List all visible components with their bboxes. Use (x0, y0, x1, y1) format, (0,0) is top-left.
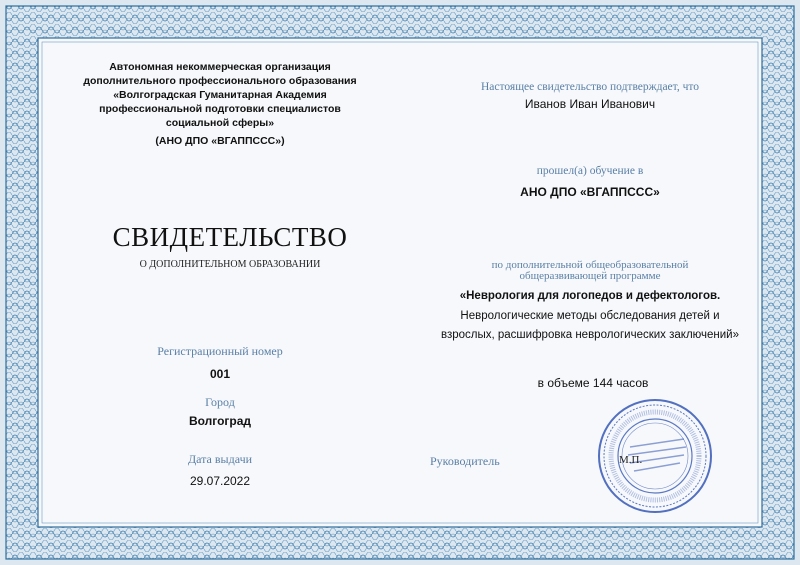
organization-line: Автономная некоммерческая организация (109, 61, 331, 73)
document-subtitle: О ДОПОЛНИТЕЛЬНОМ ОБРАЗОВАНИИ (139, 259, 321, 270)
certifies-intro: Настоящее свидетельство подтверждает, что (480, 81, 699, 93)
institution-name: АНО ДПО «ВГАППССС» (520, 185, 660, 199)
program-title (400, 287, 780, 346)
issue-date-label: Дата выдачи (187, 452, 253, 466)
signature-label: Руководитель (430, 454, 500, 468)
organization-name (70, 60, 370, 130)
document-title: СВИДЕТЕЛЬСТВО (112, 222, 348, 252)
organization-line: «Волгоградская Гуманитарная Академия (113, 89, 327, 101)
program-label-line: общеразвивающей программе (519, 270, 661, 282)
recipient-name: Иванов Иван Иванович (524, 97, 656, 111)
program-line: Неврологические методы обследования детей и (460, 309, 720, 322)
trained-label: прошел(а) обучение в (536, 165, 644, 177)
program-hours: в объеме 144 часов (537, 376, 649, 390)
official-stamp (596, 397, 714, 515)
organization-line: профессиональной подготовки специалистов (99, 103, 341, 115)
program-label-line: по дополнительной общеобразовательной (491, 259, 689, 271)
program-label (400, 260, 780, 282)
city-label: Город (205, 395, 235, 409)
stamp-mark: М.П. (619, 454, 643, 466)
program-line: «Неврология для логопедов и дефектологов. (459, 290, 721, 302)
organization-line: дополнительного профессионального образования (83, 75, 357, 87)
registration-label: Регистрационный номер (157, 344, 283, 358)
organization-line: социальной сферы» (165, 117, 275, 129)
registration-value: 001 (209, 367, 231, 381)
issue-date-value: 29.07.2022 (189, 474, 251, 488)
city-value: Волгоград (188, 414, 252, 428)
organization-short-name: (АНО ДПО «ВГАППССС») (155, 135, 285, 147)
program-line: взрослых, расшифровка неврологических заключений» (440, 329, 740, 341)
